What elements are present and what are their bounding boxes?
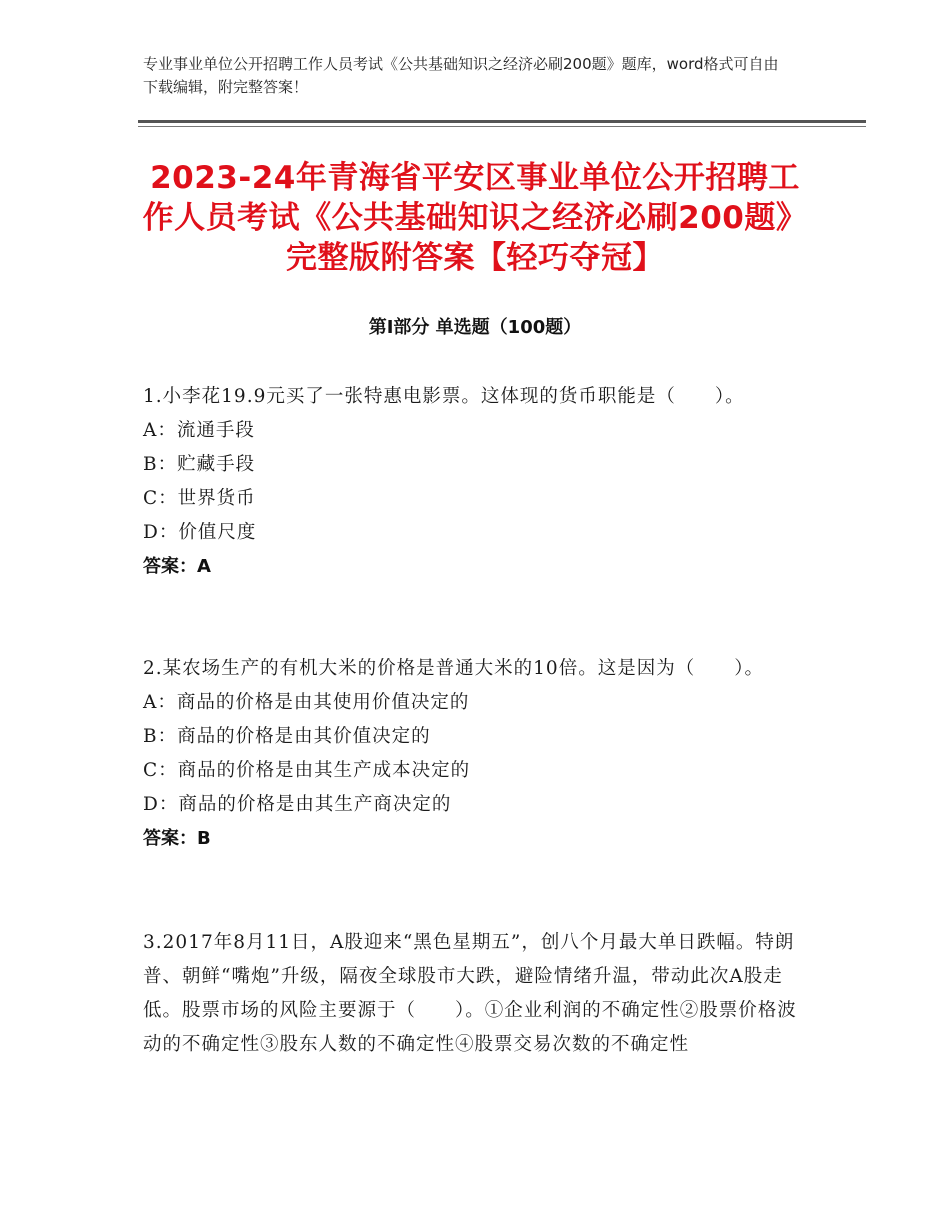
option-c: C：商品的价格是由其生产成本决定的: [143, 760, 471, 781]
option-d: D：价值尺度: [143, 522, 257, 543]
option-b: B：贮藏手段: [143, 454, 256, 475]
question-stem: 2.某农场生产的有机大米的价格是普通大米的10倍。这是因为（ ）。: [143, 658, 764, 679]
option-a: A：商品的价格是由其使用价值决定的: [143, 692, 470, 713]
option-d: D：商品的价格是由其生产商决定的: [143, 794, 452, 815]
question-2: [143, 652, 803, 856]
header-note: 专业事业单位公开招聘工作人员考试《公共基础知识之经济必刷200题》题库，word格式可自由下载编辑，附完整答案！: [143, 55, 779, 96]
question-1: [143, 380, 803, 584]
answer: 答案：B: [143, 828, 211, 849]
option-a: A：流通手段: [143, 420, 255, 441]
section-title: 第Ⅰ部分 单选题（100题）: [368, 317, 582, 338]
option-b: B：商品的价格是由其价值决定的: [143, 726, 431, 747]
question-stem: 1.小李花19.9元买了一张特惠电影票。这体现的货币职能是（ ）。: [143, 386, 745, 407]
question-3: [143, 926, 803, 1062]
document-title: 2023-24年青海省平安区事业单位公开招聘工作人员考试《公共基础知识之经济必刷200题》完整版附答案【轻巧夺冠】: [142, 160, 808, 276]
option-c: C：世界货币: [143, 488, 256, 509]
header-divider-thick: [138, 120, 866, 123]
header-divider-thin: [138, 126, 866, 127]
question-stem: 3.2017年8月11日，A股迎来“黑色星期五”，创八个月最大单日跌幅。特朗普、朝鲜“嘴炮”升级，隔夜全球股市大跌，避险情绪升温，带动此次A股走低。股票市场的风险主要源于（ ）。①企业利润的不确定性②股票价格波动的不确定性③股东人数的不确定性④股票交易次数的不确定性: [143, 932, 797, 1055]
answer: 答案：A: [143, 556, 211, 577]
